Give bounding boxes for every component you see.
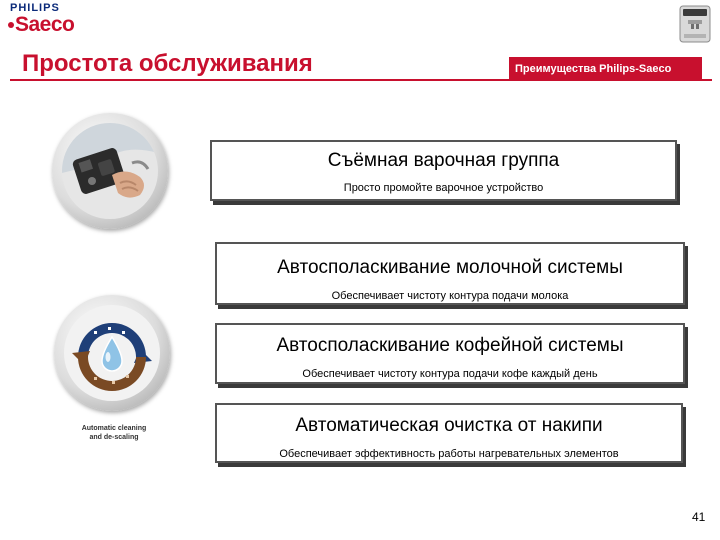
cleaning-circle [54,295,170,411]
feature-title: Съёмная варочная группа [327,150,560,171]
saeco-logo-text: Saeco [15,13,75,36]
feature-title: Автосполаскивание молочной системы [277,257,623,278]
philips-logo-text: PHILIPS [10,2,60,14]
coffee-machine-image [674,2,716,46]
brew-group-circle [52,113,168,229]
saeco-dot-icon [8,22,14,28]
cleaning-caption [64,424,164,442]
feature-title: Автоматическая очистка от накипи [295,415,603,436]
feature-box-coffee-rinse [215,323,685,384]
feature-title: Автосполаскивание кофейной системы [276,335,624,356]
title-divider [10,79,712,81]
feature-subtitle: Обеспечивает эффективность работы нагревательных элементов [279,448,619,460]
feature-box-descaling [215,403,683,463]
cleaning-caption-line1: Automatic cleaning [81,425,147,432]
cleaning-icon [64,305,160,401]
cleaning-caption-line2: and de-scaling [89,434,139,441]
feature-box-brew-group [210,140,677,201]
saeco-logo [8,13,74,37]
page-number: 41 [692,510,706,524]
feature-subtitle: Обеспечивает чистоту контура подачи молока [331,290,569,302]
header-tag: Преимущества Philips-Saeco [509,57,702,81]
brand-logo [8,2,98,38]
page-title: Простота обслуживания [22,50,313,77]
feature-box-milk-rinse [215,242,685,305]
brew-group-photo [62,123,158,219]
feature-subtitle: Просто промойте варочное устройство [343,182,544,194]
feature-subtitle: Обеспечивает чистоту контура подачи кофе каждый день [302,368,598,380]
